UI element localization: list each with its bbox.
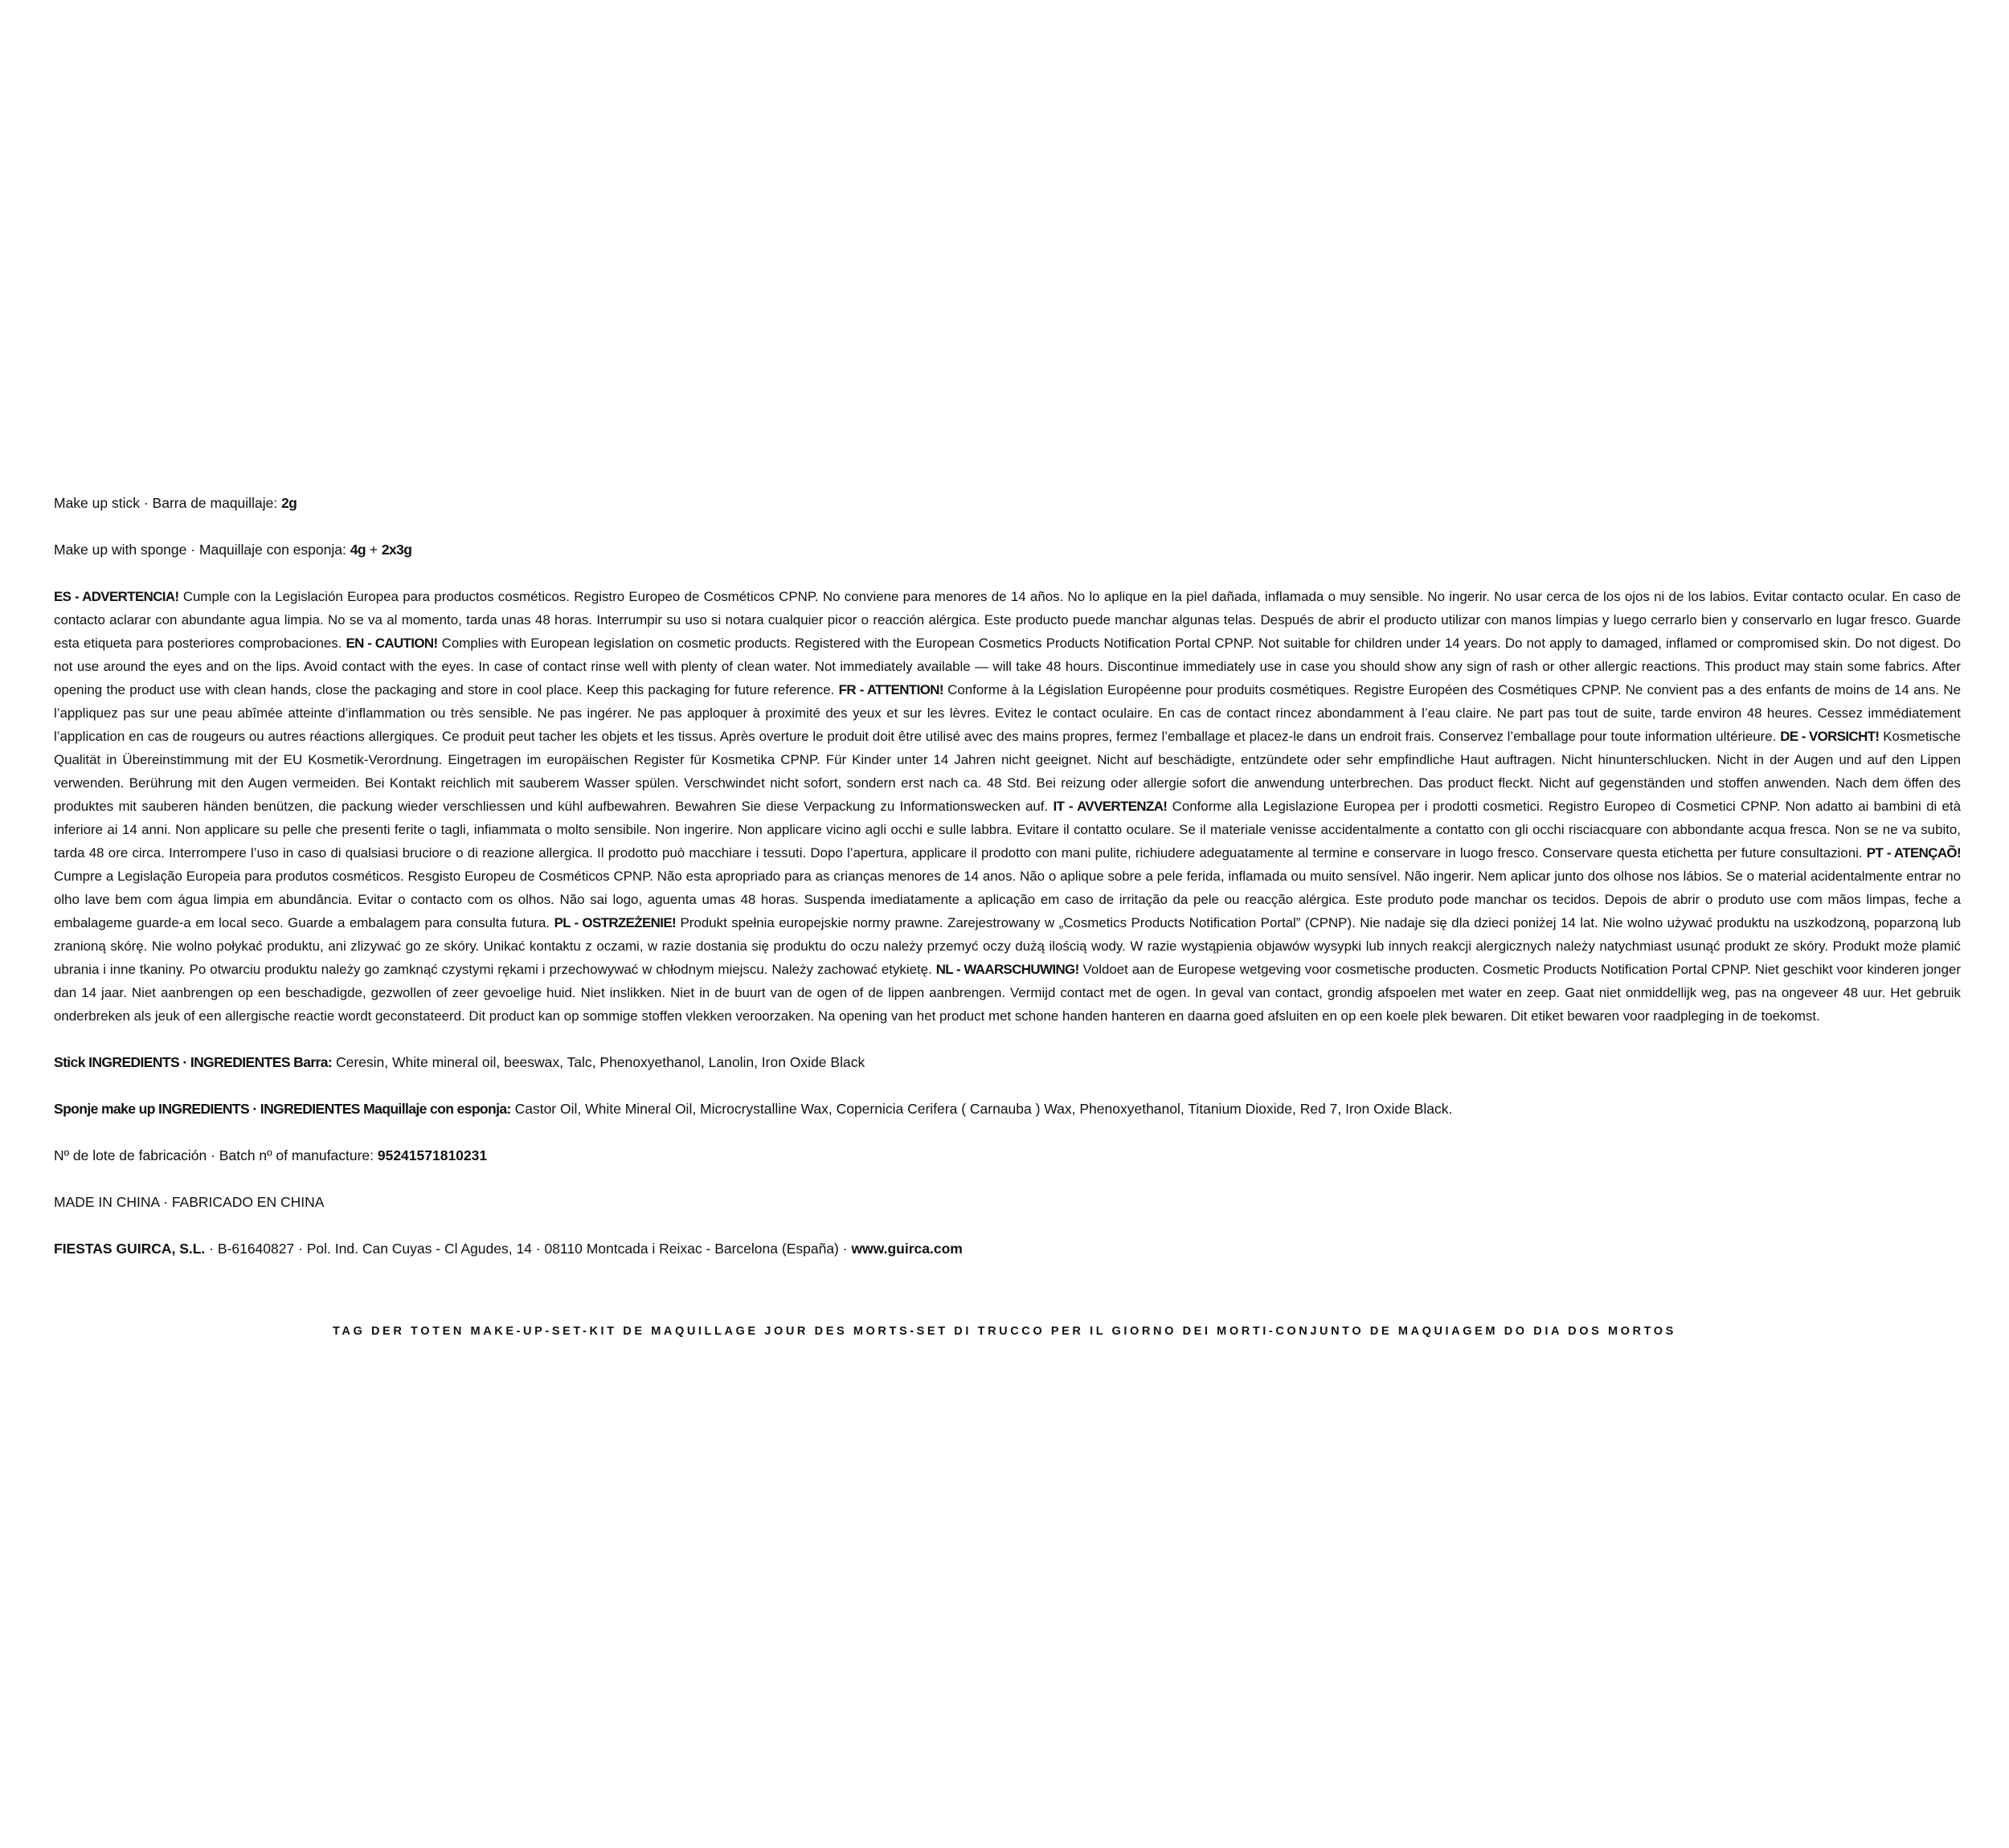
sponge-weight-value-a: 4g [350,542,366,558]
stick-ingredients-line [54,1051,1961,1074]
sponge-weight-line [54,538,1961,562]
company-website: www.guirca.com [851,1241,963,1257]
product-label [54,492,1961,1261]
product-title-footer: TAG DER TOTEN MAKE-UP-SET-KIT DE MAQUILLAGE JOUR DES MORTS-SET DI TRUCCO PER IL GIORNO DEI MORTI-CONJUNTO DE MAQUIAGEM DO DIA DOS MORTOS [333,1325,1676,1338]
stick-weight-text: Make up stick · Barra de maquillaje: [54,495,282,511]
warning-text-nl: Voldoet aan de Europese wetgeving voor cosmetische producten. Cosmetic Products Notification Portal CPNP. Niet geschikt voor kinderen jonger dan 14 jaar. Niet aanbrengen op een beschadigde, gezwollen of zeer gevoelige huid. Niet inslikken. Niet in de buurt van de ogen of de lippen aanbrengen. Vermijd contact met de ogen. In geval van contact, grondig afspoelen met water en zeep. Gaat niet onmiddellijk weg, pas na ongeveer 48 uur. Het gebruik onderbreken als jeuk of een allergische reactie wordt geconstateerd. Dit product kan op sommige stoffen vlekken veroorzaken. Na opening van het product met schone handen hanteren en daarna goed afsluiten en op een koele plek bewaren. Dit etiket bewaren voor raadpleging in de toekomst. [54,962,1961,1024]
sponge-ingredients-text: Castor Oil, White Mineral Oil, Microcrystalline Wax, Copernicia Cerifera ( Carnauba ) Wax, Phenoxyethanol, Titanium Dioxide, Red 7, Iron Oxide Black. [510,1101,1453,1117]
stick-ingredients-label: Stick INGREDIENTS · INGREDIENTES Barra: [54,1054,333,1070]
multilingual-warnings [54,585,1961,1028]
warning-label-pl: PL - OSTRZEŻENIE! [554,915,677,930]
warning-text-fr: Conforme à la Législation Européenne pour produits cosmétiques. Registre Européen des Cosmétiques CPNP. Ne convient pas a des enfants de moins de 14 ans. Ne l’appliquez pas sur une peau abîmée atteinte d’inflammation ou très sensible. Ne pas ingérer. Ne pas apploquer à proximité des yeux et sur les lèvres. Evitez le contact oculaire. En cas de contact rincez abondamment à l’eau claire. Ne part pas tout de suite, tarde environ 48 heures. Cessez immédiatement l’application en cas de rougeurs ou autres réactions allergiques. Ce produit peut tacher les objets et les tissus. Après overture le produit doit être utilisé avec des mains propres, fermez l’emballage et placez-le dans un endroit frais. Conservez l’emballage pour toute information ultérieure. [54,682,1961,744]
company-name: FIESTAS GUIRCA, S.L. [54,1241,206,1257]
batch-number: 95241571810231 [377,1147,488,1163]
warning-text-es: Cumple con la Legislación Europea para productos cosméticos. Registro Europeo de Cosméticos CPNP. No conviene para menores de 14 años. No lo aplique en la piel dañada, inflamada o muy sensible. No ingerir. No usar cerca de los ojos ni de los labios. Evitar contacto ocular. En caso de contacto aclarar con abundante agua limpia. No se va al momento, tarda unas 48 horas. Interrumpir su uso si notara cualquier picor o reacción alérgica. Este producto puede manchar algunas telas. Después de abrir el producto utilizar con manos limpias y luego cerrarlo bien y conservarlo en lugar fresco. Guarde esta etiqueta para posteriores comprobaciones. [54,589,1961,651]
sponge-ingredients-line [54,1098,1961,1121]
warning-label-it: IT - AVVERTENZA! [1053,799,1168,814]
company-line [54,1237,1961,1261]
batch-line [54,1144,1961,1167]
warning-text-en: Complies with European legislation on cosmetic products. Registered with the European Cosmetics Products Notification Portal CPNP. Not suitable for children under 14 years. Do not apply to damaged, inflamed or compromised skin. Do not digest. Do not use around the eyes and on the lips. Avoid contact with the eyes. In case of contact rinse well with plenty of clean water. Not immediately available — will take 48 hours. Discontinue immediately use in case you should show any sign of rash or other allergic reactions. This product may stain some fabrics. After opening the product use with clean hands, close the packaging and store in cool place. Keep this packaging for future reference. [54,636,1962,697]
sponge-ingredients-label: Sponje make up INGREDIENTS · INGREDIENTES Maquillaje con esponja: [54,1101,511,1117]
sponge-weight-text: Make up with sponge · Maquillaje con esponja: [54,542,350,558]
origin-line: MADE IN CHINA · FABRICADO EN CHINA [54,1194,325,1210]
sponge-weight-plus: + [365,542,382,558]
warning-label-fr: FR - ATTENTION! [838,682,943,697]
warning-text-pt: Cumpre a Legislação Europeia para produtos cosméticos. Resgisto Europeu de Cosméticos CPNP. Não esta apropriado para as crianças menores de 14 anos. Não o aplique sobre a pele ferida, inflamada ou muito sensível. Não ingerir. Nem aplicar junto dos olhose nos lábios. Se o material acidentalmente entrar no olho lave bem com água limpia em abundância. Evitar o contacto com os olhos. Não sai logo, aguenta umas 48 horas. Suspenda imediatamente a aplicação em caso de irritação da pele ou reacção alérgica. Este produto pode manchar os tecidos. Depois de abrir o produto use com mãos limpas, feche a embalageme guarde-a em local seco. Guarde a embalagem para consulta futura. [54,869,1961,930]
warning-label-en: EN - CAUTION! [346,636,438,651]
sponge-weight-value-b: 2x3g [381,542,412,558]
stick-ingredients-text: Ceresin, White mineral oil, beeswax, Talc, Phenoxyethanol, Lanolin, Iron Oxide Black [332,1054,865,1070]
company-address: · B-61640827 · Pol. Ind. Can Cuyas - Cl Agudes, 14 · 08110 Montcada i Reixac - Barcelona (España) · [205,1241,852,1257]
warning-label-nl: NL - WAARSCHUWING! [935,962,1079,977]
stick-weight-line [54,492,1961,515]
batch-label: Nº de lote de fabricación · Batch nº of manufacture: [54,1147,378,1163]
warning-label-pt: PT - ATENÇAÕ! [1866,845,1961,861]
warning-label-de: DE - VORSICHT! [1780,729,1880,744]
warning-label-es: ES - ADVERTENCIA! [54,589,179,604]
warning-text-de: Kosmetische Qualität in Übereinstimmung mit der EU Kosmetik-Verordnung. Eingetragen im europäischen Register für Kosmetika CPNP. Für Kinder unter 14 Jahren nicht geeignet. Nicht auf beschädigte, entzündete oder sehr empfindliche Haut auftragen. Nicht hinunterschlucken. Nicht in der Augen und auf den Lippen verwenden. Berührung mit den Augen vermeiden. Bei Kontakt reichlich mit sauberem Wasser spülen. Verschwindet nicht sofort, sondern erst nach ca. 48 Std. Bei reizung oder allergie sofort die anwendung unterbrechen. Das product fleckt. Nicht auf gegenständen und stoffen anwenden. Nach dem öffen des produktes mit sauberen händen benützen, die packung wieder verschliessen und kühl aufbewahren. Bewahren Sie diese Verpackung zu Informationswecken auf. [54,729,1961,814]
warning-text-pl: Produkt spełnia europejskie normy prawne. Zarejestrowany w „Cosmetics Products Notification Portal” (CPNP). Nie nadaje się dla dzieci poniżej 14 lat. Nie wolno używać produktu na uszkodzoną, poparzoną lub zranioną skórę. Nie wolno połykać produktu, ani zlizywać go ze skóry. Unikać kontaktu z oczami, w razie dostania się produktu do oczu należy przemyć oczy dużą ilością wody. W razie wystąpienia objawów wysypki lub innych reakcji alergicznych należy natychmiast usunąć produkt ze skóry. Produkt może plamić ubrania i inne tkaniny. Po otwarciu produktu należy go zamknąć czystymi rękami i przechowywać w chłodnym miejscu. Należy zachować etykietę. [54,915,1961,977]
warning-text-it: Conforme alla Legislazione Europea per i prodotti cosmetici. Registro Europeo di Cosmetici CPNP. Non adatto ai bambini di età inferiore ai 14 anni. Non applicare su pelle che presenti ferite o tagli, infiammata o molto sensibile. Non ingerire. Non applicare vicino agli occhi e sulle labbra. Evitare il contatto oculare. Se il materiale venisse accidentalmente a contatto con gli occhi risciacquare con abbondante acqua fresca. Non se ne va subito, tarda 48 ore circa. Interrompere l’uso in caso di qualsiasi bruciore o di reazione allergica. Il prodotto può macchiare i tessuti. Dopo l’apertura, applicare il prodotto con mani pulite, richiudere adeguatamente al termine e conservare in luogo fresco. Conservare questa etichetta per future consultazioni. [54,799,1962,861]
stick-weight-value: 2g [281,495,297,511]
